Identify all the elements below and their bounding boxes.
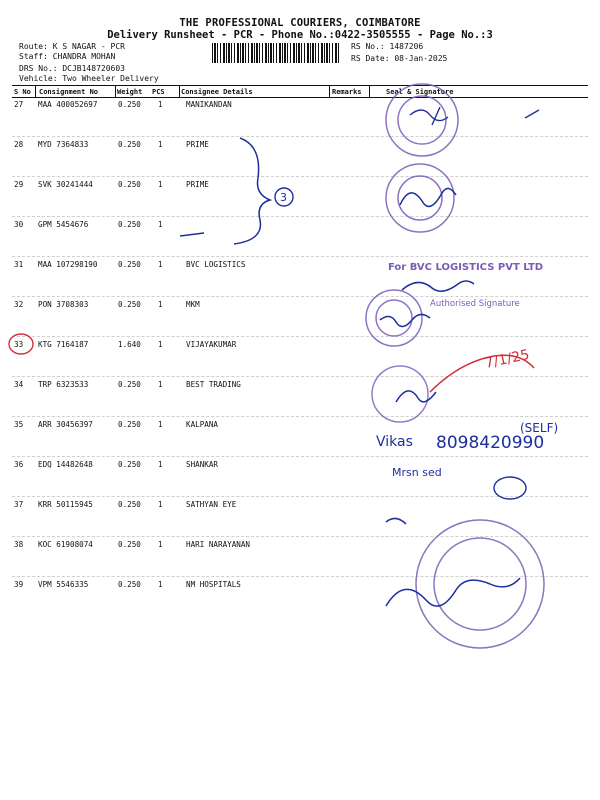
row-consignment-no: KRR 50115945 (38, 500, 93, 509)
note-row-35-name: Vikas (376, 434, 413, 450)
col-header-consignee: Consignee Details (181, 88, 253, 96)
col-header-weight: Weight (117, 88, 143, 96)
col-header-seal: Seal & Signature (386, 88, 454, 96)
row-sno: 34 (14, 380, 24, 389)
row-pcs: 1 (158, 420, 163, 429)
dash-row-30 (180, 233, 204, 236)
row-consignment-no: TRP 6323533 (38, 380, 89, 389)
row-sno: 33 (14, 340, 24, 349)
row-consignment-no: MYD 7364833 (38, 140, 89, 149)
row-consignee: NM HOSPITALS (186, 580, 241, 589)
note-row-35-phone: 8098420990 (436, 433, 545, 453)
row-consignee: MKM (186, 300, 200, 309)
row-pcs: 1 (158, 260, 163, 269)
signature-rows-38-39 (386, 578, 520, 606)
row-consignment-no: GPM 5454676 (38, 220, 89, 229)
route-label: Route: K S NAGAR - PCR (19, 42, 125, 51)
stamp-bvc-text: For BVC LOGISTICS PVT LTD (388, 262, 544, 273)
row-pcs: 1 (158, 220, 163, 229)
row-sno: 37 (14, 500, 24, 509)
row-weight: 1.640 (118, 340, 141, 349)
row-consignment-no: EDQ 14482648 (38, 460, 93, 469)
note-row-33: 7/1/25 (483, 346, 531, 372)
row-sno: 39 (14, 580, 24, 589)
row-pcs: 1 (158, 380, 163, 389)
row-pcs: 1 (158, 500, 163, 509)
col-header-pcs: PCS (152, 88, 165, 96)
row-pcs: 1 (158, 540, 163, 549)
signature-row-34 (396, 391, 436, 402)
row-pcs: 1 (158, 580, 163, 589)
row-weight: 0.250 (118, 180, 141, 189)
row-consignee: PRIME (186, 180, 209, 189)
row-sno: 27 (14, 100, 24, 109)
runsheet-subtitle: Delivery Runsheet - PCR - Phone No.:0422-3505555 - Page No.:3 (107, 29, 493, 41)
row-weight: 0.250 (118, 460, 141, 469)
runsheet-title: THE PROFESSIONAL COURIERS, COIMBATORE (179, 17, 421, 29)
row-consignee: SATHYAN EYE (186, 500, 237, 509)
note-row-35-self: (SELF) (520, 421, 559, 435)
row-consignee: HARI NARAYANAN (186, 540, 251, 549)
row-pcs: 1 (158, 340, 163, 349)
row-consignee: MANIKANDAN (186, 100, 232, 109)
row-sno: 32 (14, 300, 24, 309)
row-consignment-no: SVK 30241444 (38, 180, 93, 189)
row-weight: 0.250 (118, 540, 141, 549)
row-consignment-no: KTG 7164187 (38, 340, 89, 349)
row-consignee: KALPANA (186, 420, 219, 429)
signature-row-27 (410, 107, 448, 125)
col-header-consignment: Consignment No (39, 88, 99, 96)
row-consignee: BVC LOGISTICS (186, 260, 246, 269)
row-weight: 0.250 (118, 100, 141, 109)
rs-number: RS No.: 1487206 (351, 42, 424, 51)
staff-label: Staff: CHANDRA MOHAN (19, 52, 116, 61)
row-weight: 0.250 (118, 140, 141, 149)
signature-row-37 (386, 518, 406, 524)
row-pcs: 1 (158, 180, 163, 189)
row-consignment-no: PON 3708303 (38, 300, 89, 309)
row-sno: 36 (14, 460, 24, 469)
row-pcs: 1 (158, 100, 163, 109)
note-row-36: Mrsn sed (392, 466, 442, 479)
row-consignee: BEST TRADING (186, 380, 241, 389)
bracket-rows-28-30-icon (234, 138, 270, 244)
row-consignee: VIJAYAKUMAR (186, 340, 237, 349)
row-weight: 0.250 (118, 500, 141, 509)
vehicle-label: Vehicle: Two Wheeler Delivery (19, 74, 159, 83)
row-weight: 0.250 (118, 220, 141, 229)
row-consignment-no: VPM 5546335 (38, 580, 89, 589)
col-header-remarks: Remarks (332, 88, 362, 96)
row-sno: 30 (14, 220, 24, 229)
row-weight: 0.250 (118, 260, 141, 269)
row-33-mark-icon (9, 334, 33, 354)
row-weight: 0.250 (118, 380, 141, 389)
row-sno: 29 (14, 180, 24, 189)
row-sno: 38 (14, 540, 24, 549)
drs-label: DRS No.: DCJB148720603 (19, 64, 125, 73)
rs-date: RS Date: 08-Jan-2025 (351, 54, 448, 63)
row-sno: 31 (14, 260, 24, 269)
stamp-row-34-icon (372, 366, 428, 422)
row-consignment-no: KOC 61908074 (38, 540, 93, 549)
stamp-authorised-text: Authorised Signature (430, 299, 520, 309)
signature-row-27-tick (525, 110, 539, 118)
row-consignment-no: ARR 30456397 (38, 420, 93, 429)
signature-row-31 (402, 281, 474, 291)
row-consignee: PRIME (186, 140, 209, 149)
bracket-count: 3 (280, 191, 287, 204)
row-weight: 0.250 (118, 300, 141, 309)
row-36-mark-icon (494, 477, 526, 499)
signature-rows-29-30 (400, 188, 456, 206)
col-header-sno: S No (14, 88, 31, 96)
row-sno: 35 (14, 420, 24, 429)
row-consignment-no: MAA 400052697 (38, 100, 98, 109)
row-pcs: 1 (158, 460, 163, 469)
row-weight: 0.250 (118, 580, 141, 589)
stamp-row-27-icon (386, 84, 458, 156)
row-consignee: SHANKAR (186, 460, 219, 469)
stamp-rows-38-39-icon (416, 520, 544, 648)
row-sno: 28 (14, 140, 24, 149)
row-consignment-no: MAA 107298190 (38, 260, 98, 269)
row-weight: 0.250 (118, 420, 141, 429)
row-pcs: 1 (158, 300, 163, 309)
row-pcs: 1 (158, 140, 163, 149)
